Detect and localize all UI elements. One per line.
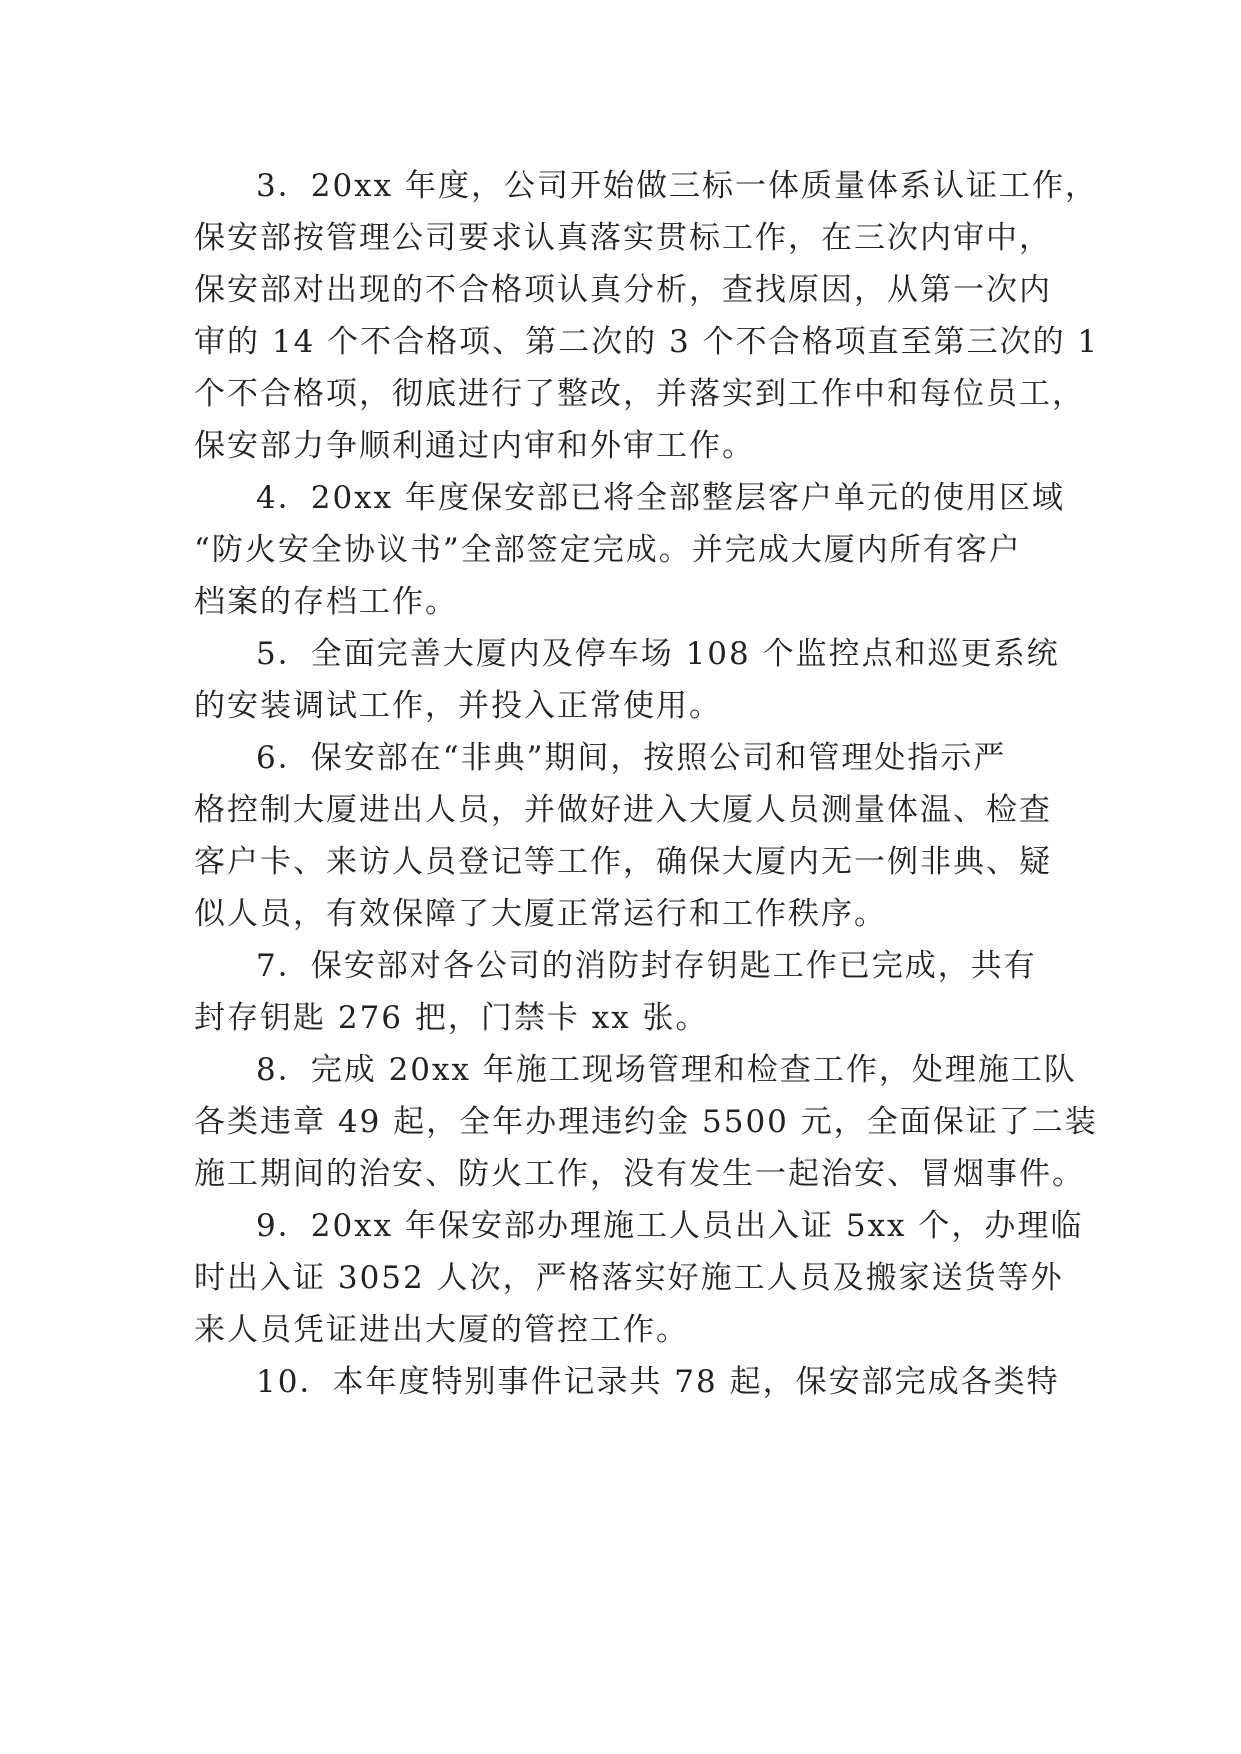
- text-line: 9．20xx 年保安部办理施工人员出入证 5xx 个，办理临: [256, 1208, 1084, 1244]
- text-line: 10．本年度特别事件记录共 78 起，保安部完成各类特: [256, 1364, 1060, 1400]
- text-line: “防火安全协议书”全部签定完成。并完成大厦内所有客户: [194, 532, 1022, 568]
- text-line: 客户卡、来访人员登记等工作，确保大厦内无一例非典、疑: [194, 844, 1052, 880]
- text-line: 6．保安部在“非典”期间，按照公司和管理处指示严: [256, 740, 1007, 776]
- text-line: 审的 14 个不合格项、第二次的 3 个不合格项直至第三次的 1: [194, 324, 1100, 360]
- text-line: 来人员凭证进出大厦的管控工作。: [194, 1312, 689, 1348]
- text-line: 4．20xx 年度保安部已将全部整层客户单元的使用区域: [256, 480, 1065, 516]
- text-line: 格控制大厦进出人员，并做好进入大厦人员测量体温、检查: [194, 792, 1052, 828]
- text-line: 似人员，有效保障了大厦正常运行和工作秩序。: [194, 896, 887, 932]
- text-line: 的安装调试工作，并投入正常使用。: [194, 688, 722, 724]
- text-line: 3．20xx 年度，公司开始做三标一体质量体系认证工作，: [256, 168, 1098, 204]
- text-line: 档案的存档工作。: [194, 584, 458, 620]
- text-line: 施工期间的治安、防火工作，没有发生一起治安、冒烟事件。: [194, 1156, 1085, 1192]
- text-line: 5．全面完善大厦内及停车场 108 个监控点和巡更系统: [256, 636, 1060, 672]
- text-line: 保安部按管理公司要求认真落实贯标工作，在三次内审中，: [194, 220, 1052, 256]
- text-line: 封存钥匙 276 把，门禁卡 xx 张。: [194, 1000, 709, 1036]
- text-line: 8．完成 20xx 年施工现场管理和检查工作，处理施工队: [256, 1052, 1077, 1088]
- text-line: 保安部对出现的不合格项认真分析，查找原因，从第一次内: [194, 272, 1052, 308]
- text-line: 7．保安部对各公司的消防封存钥匙工作已完成，共有: [256, 948, 1037, 984]
- text-line: 个不合格项，彻底进行了整改，并落实到工作中和每位员工，: [194, 376, 1085, 412]
- text-line: 保安部力争顺利通过内审和外审工作。: [194, 428, 755, 464]
- text-line: 各类违章 49 起，全年办理违约金 5500 元，全面保证了二装: [194, 1104, 1098, 1140]
- text-line: 时出入证 3052 人次，严格落实好施工人员及搬家送货等外: [194, 1260, 1064, 1296]
